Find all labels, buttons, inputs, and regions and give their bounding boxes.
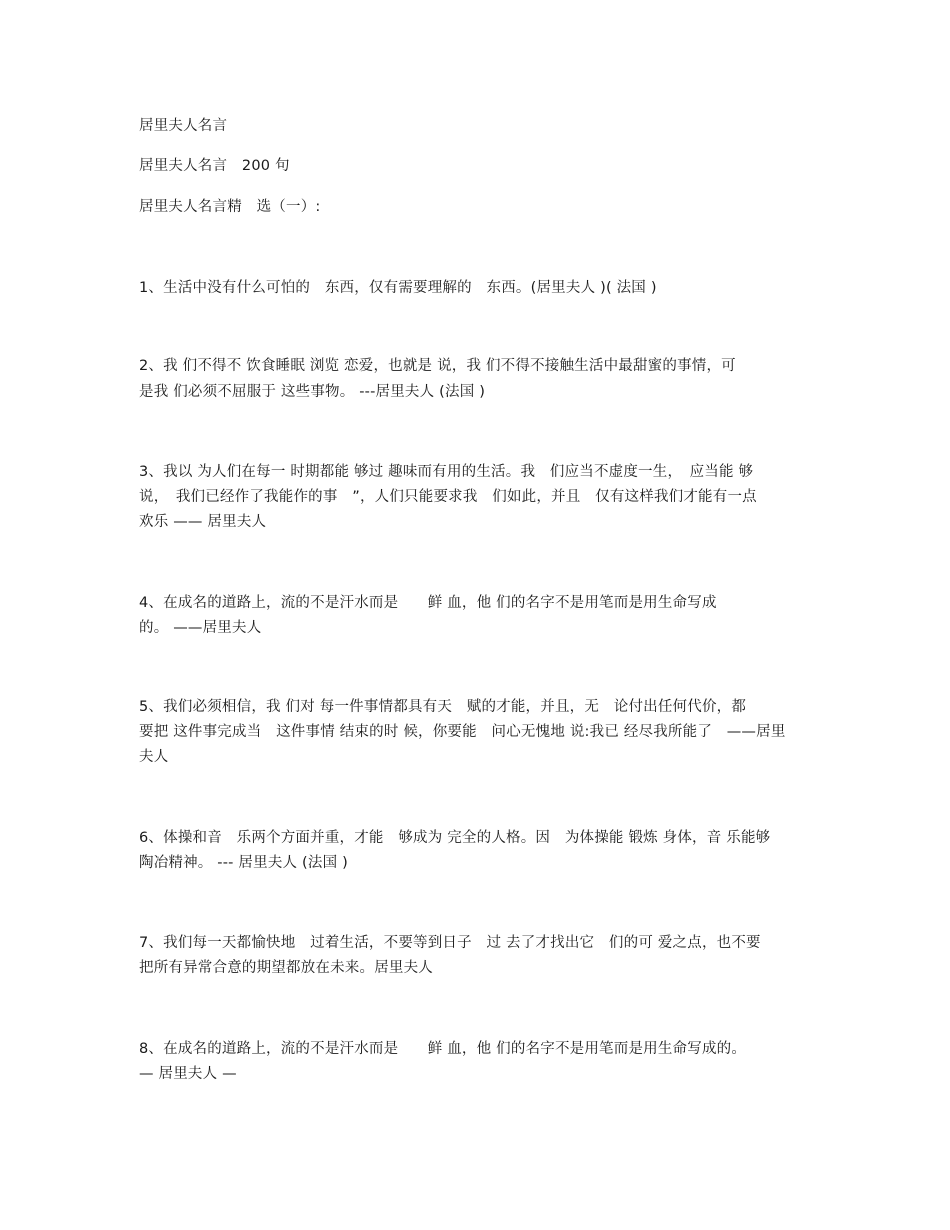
document-subtitle: 居里夫人名言 200 句 [139,158,290,174]
quote-line: 3、我以 为人们在每一 时期都能 够过 趣味而有用的生活。我 们应当不虚度一生， 应当能 够 [139,464,754,480]
quote-line: 8、在成名的道路上，流的不是汗水而是 鲜 血，他 们的名字不是用笔而是用生命写成的。 [139,1041,747,1057]
quote-line: 是我 们必须不屈服于 这些事物。 ---居里夫人 (法国 ) [139,384,486,400]
quote-line: 陶冶精神。 --- 居里夫人 (法国 ) [139,855,348,871]
quote-line: 把所有异常合意的期望都放在未来。居里夫人 [139,960,433,976]
section-heading: 居里夫人名言精 选（一）: [139,199,321,215]
quote-line: 7、我们每一天都愉快地 过着生活，不要等到日子 过 去了才找出它 们的可 爱之点，也不要 [139,935,761,951]
quote-line: 4、在成名的道路上，流的不是汗水而是 鲜 血，他 们的名字不是用笔而是用生命写成 [139,595,717,611]
quote-line: 的。 ——居里夫人 [139,620,262,636]
quote-line: 要把 这件事完成当 这件事情 结束的时 候，你要能 问心无愧地 说:我已 经尽我所能了 ——居里 [139,724,786,740]
quote-line: 说， 我们已经作了我能作的事 ”，人们只能要求我 们如此，并且 仅有这样我们才能有一点 [139,489,757,505]
quote-line: 夫人 [139,749,169,765]
quote-line: 5、我们必须相信，我 们对 每一件事情都具有天 赋的才能，并且，无 论付出任何代价，都 [139,699,747,715]
quote-line: 1、生活中没有什么可怕的 东西，仅有需要理解的 东西。(居里夫人 )( 法国 ) [139,280,657,296]
quote-line: 2、我 们不得不 饮食睡眠 浏览 恋爱，也就是 说，我 们不得不接触生活中最甜蜜的事情，可 [139,358,736,374]
document-title: 居里夫人名言 [139,118,228,134]
quote-line: 欢乐 —— 居里夫人 [139,514,267,530]
quote-line: — 居里夫人 — [139,1066,237,1082]
quote-line: 6、体操和音 乐两个方面并重，才能 够成为 完全的人格。因 为体操能 锻炼 身体，音 乐能够 [139,830,771,846]
